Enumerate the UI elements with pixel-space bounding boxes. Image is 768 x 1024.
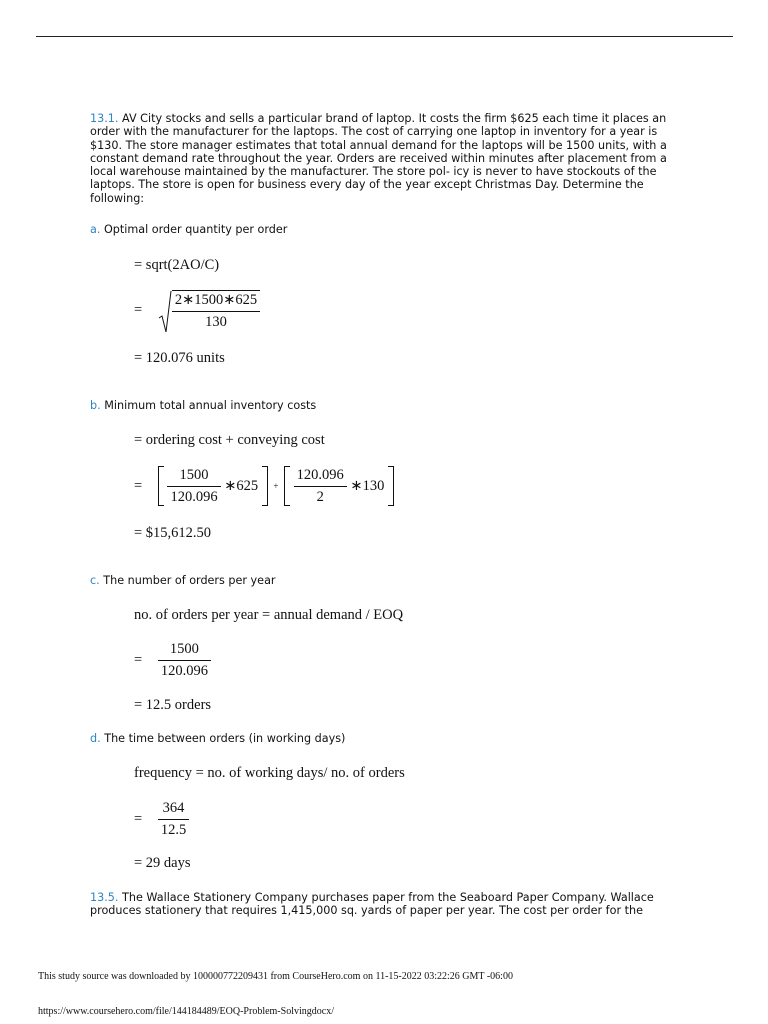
part-d-result: = 29 days: [134, 855, 191, 871]
fraction: [294, 467, 347, 506]
radical-icon: [158, 290, 172, 334]
part-c-result: = 12.5 orders: [134, 697, 212, 713]
part-b-result: = $15,612.50: [134, 525, 212, 541]
equals-sign: =: [134, 302, 143, 318]
problem-13-1: [90, 112, 690, 205]
numerator: 1500: [158, 641, 211, 661]
denominator: 120.096: [160, 663, 208, 679]
denominator: 120.096: [170, 488, 218, 505]
denominator: 12.5: [160, 822, 187, 838]
part-b-equation: [134, 466, 394, 506]
part-c-heading: [90, 574, 276, 587]
part-title: The time between orders (in working days): [104, 732, 346, 745]
part-letter: b.: [90, 399, 101, 412]
part-b-heading: [90, 399, 316, 412]
part-a-equation: [134, 290, 260, 331]
part-title: The number of orders per year: [103, 574, 276, 587]
problem-text: The Wallace Stationery Company purchases paper from the Seaboard Paper Company. Wallace produces stationery that requires 1,415,000 sq. yards of paper per year. The cost per order for the: [90, 891, 654, 918]
part-letter: c.: [90, 574, 100, 587]
problem-number: 13.5.: [90, 891, 119, 904]
equals-sign: =: [134, 477, 143, 494]
part-d-equation: [134, 800, 189, 839]
numerator: 1500: [167, 467, 220, 487]
plus-sign: +: [273, 481, 279, 491]
numerator: 364: [158, 800, 189, 820]
part-letter: a.: [90, 223, 101, 236]
fraction: [172, 292, 260, 331]
part-c-formula: no. of orders per year = annual demand / EOQ: [134, 607, 404, 623]
left-bracket: [158, 466, 164, 506]
right-bracket: [262, 466, 268, 506]
fraction: [158, 641, 211, 680]
part-a-formula: = sqrt(2AO/C): [134, 257, 220, 273]
fraction: [167, 467, 220, 506]
top-rule: [36, 36, 733, 37]
problem-text: AV City stocks and sells a particular brand of laptop. It costs the firm $625 each time it places an order with the manufacturer for the laptops. The cost of carrying one laptop in inventory for a year is $130. The store manager estimates that total annual demand for the laptops will be 1500 units, with a constant demand rate throughout the year. Orders are received within minutes after placement from a local warehouse maintained by the manufacturer. The store pol- icy is never to have stockouts of the laptops. The store is open for business every day of the year except Christmas Day. Determine the following:: [90, 112, 667, 205]
fraction: [158, 800, 189, 839]
multiplier: ∗130: [350, 477, 385, 494]
part-b-formula: = ordering cost + conveying cost: [134, 432, 325, 448]
part-title: Optimal order quantity per order: [103, 223, 288, 236]
part-a-result: = 120.076 units: [134, 350, 225, 366]
equals-sign: =: [134, 811, 143, 827]
part-d-formula: frequency = no. of working days/ no. of orders: [134, 765, 405, 781]
problem-13-5: [90, 891, 690, 918]
part-a-heading: [90, 223, 287, 236]
part-d-heading: [90, 732, 345, 745]
numerator: 120.096: [294, 467, 347, 487]
right-bracket: [388, 466, 394, 506]
part-c-equation: [134, 641, 211, 680]
denominator: 130: [205, 314, 227, 330]
left-bracket: [284, 466, 290, 506]
numerator: 2∗1500∗625: [172, 292, 260, 312]
part-letter: d.: [90, 732, 101, 745]
problem-number: 13.1.: [90, 112, 119, 125]
denominator: 2: [316, 488, 324, 505]
part-title: Minimum total annual inventory costs: [104, 399, 317, 412]
footer-source-note: This study source was downloaded by 100000772209431 from CourseHero.com on 11-15-2022 03:22:26 GMT -06:00: [38, 971, 513, 982]
equals-sign: =: [134, 652, 143, 668]
footer-url: https://www.coursehero.com/file/144184489/EOQ-Problem-Solvingdocx/: [38, 1006, 334, 1017]
multiplier: ∗625: [224, 477, 259, 494]
square-root: [158, 290, 260, 331]
